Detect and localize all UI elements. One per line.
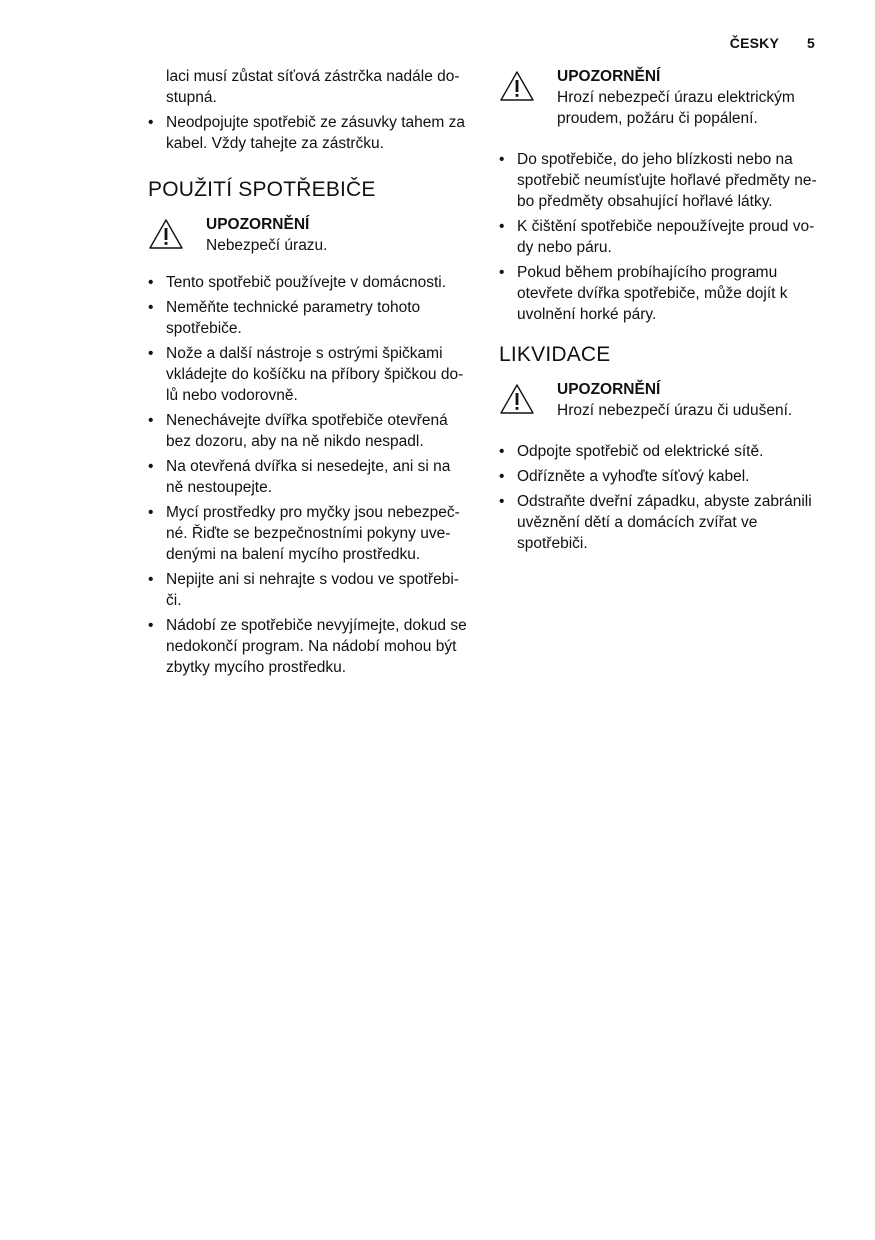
continuation-text: laci musí zůstat síťová zástrčka nadále do-stupná. [166,68,460,106]
page-number: 5 [807,35,815,51]
language-label: ČESKY [729,35,779,51]
list-item: • Na otevřená dvířka si nesedejte, ani si na ně nestoupejte. [148,456,470,498]
left-column [148,66,470,682]
safety-list [499,149,824,325]
warning-box [499,66,824,129]
list-item: • Nože a další nástroje s ostrými špičkami vkládejte do košíčku na příbory špičkou do-lů nebo vodorovně. [148,343,470,406]
warning-triangle-icon [499,66,557,102]
list-item: • Pokud během probíhajícího programu otevřete dvířka spotřebiče, může dojít k uvolnění horké páry. [499,262,824,325]
warning-box [499,379,824,421]
page-header [730,35,815,51]
warning-box [148,214,470,256]
usage-list [148,272,470,678]
list-item: • Tento spotřebič používejte v domácnosti. [148,272,470,293]
list-item: • Do spotřebiče, do jeho blízkosti nebo na spotřebič neumísťujte hořlavé předměty ne-bo předměty obsahující hořlavé látky. [499,149,824,212]
section-title-disposal: LIKVIDACE [499,343,611,366]
intro-list [148,112,470,154]
warning-triangle-icon [499,379,557,415]
warning-text: Hrozí nebezpečí úrazu či udušení. [557,402,793,419]
warning-text: Hrozí nebezpečí úrazu elektrickým proudem, požáru či popálení. [557,89,795,127]
list-item: • Odpojte spotřebič od elektrické sítě. [499,441,824,462]
section-title-usage: POUŽITÍ SPOTŘEBIČE [148,178,376,201]
list-item: • K čištění spotřebiče nepoužívejte proud vo-dy nebo páru. [499,216,824,258]
warning-triangle-icon [148,214,206,250]
list-item: • Nenechávejte dvířka spotřebiče otevřená bez dozoru, aby na ně nikdo nespadl. [148,410,470,452]
warning-title: UPOZORNĚNÍ [557,381,661,398]
list-item: • Nepijte ani si nehrajte s vodou ve spotřebi-či. [148,569,470,611]
warning-title: UPOZORNĚNÍ [206,216,310,233]
list-item: • Nádobí ze spotřebiče nevyjímejte, dokud se nedokončí program. Na nádobí mohou být zbytky mycího prostředku. [148,615,470,678]
disposal-list [499,441,824,554]
right-column [499,66,824,558]
list-item: • Odřízněte a vyhoďte síťový kabel. [499,466,824,487]
list-item: • Odstraňte dveřní západku, abyste zabránili uvěznění dětí a domácích zvířat ve spotřebiči. [499,491,824,554]
warning-title: UPOZORNĚNÍ [557,68,661,85]
list-item: • Mycí prostředky pro myčky jsou nebezpeč-né. Řiďte se bezpečnostními pokyny uve-denými na balení mycího prostředku. [148,502,470,565]
list-item: • Neměňte technické parametry tohoto spotřebiče. [148,297,470,339]
list-item: • Neodpojujte spotřebič ze zásuvky tahem za kabel. Vždy tahejte za zástrčku. [148,112,470,154]
warning-text: Nebezpečí úrazu. [206,237,328,254]
